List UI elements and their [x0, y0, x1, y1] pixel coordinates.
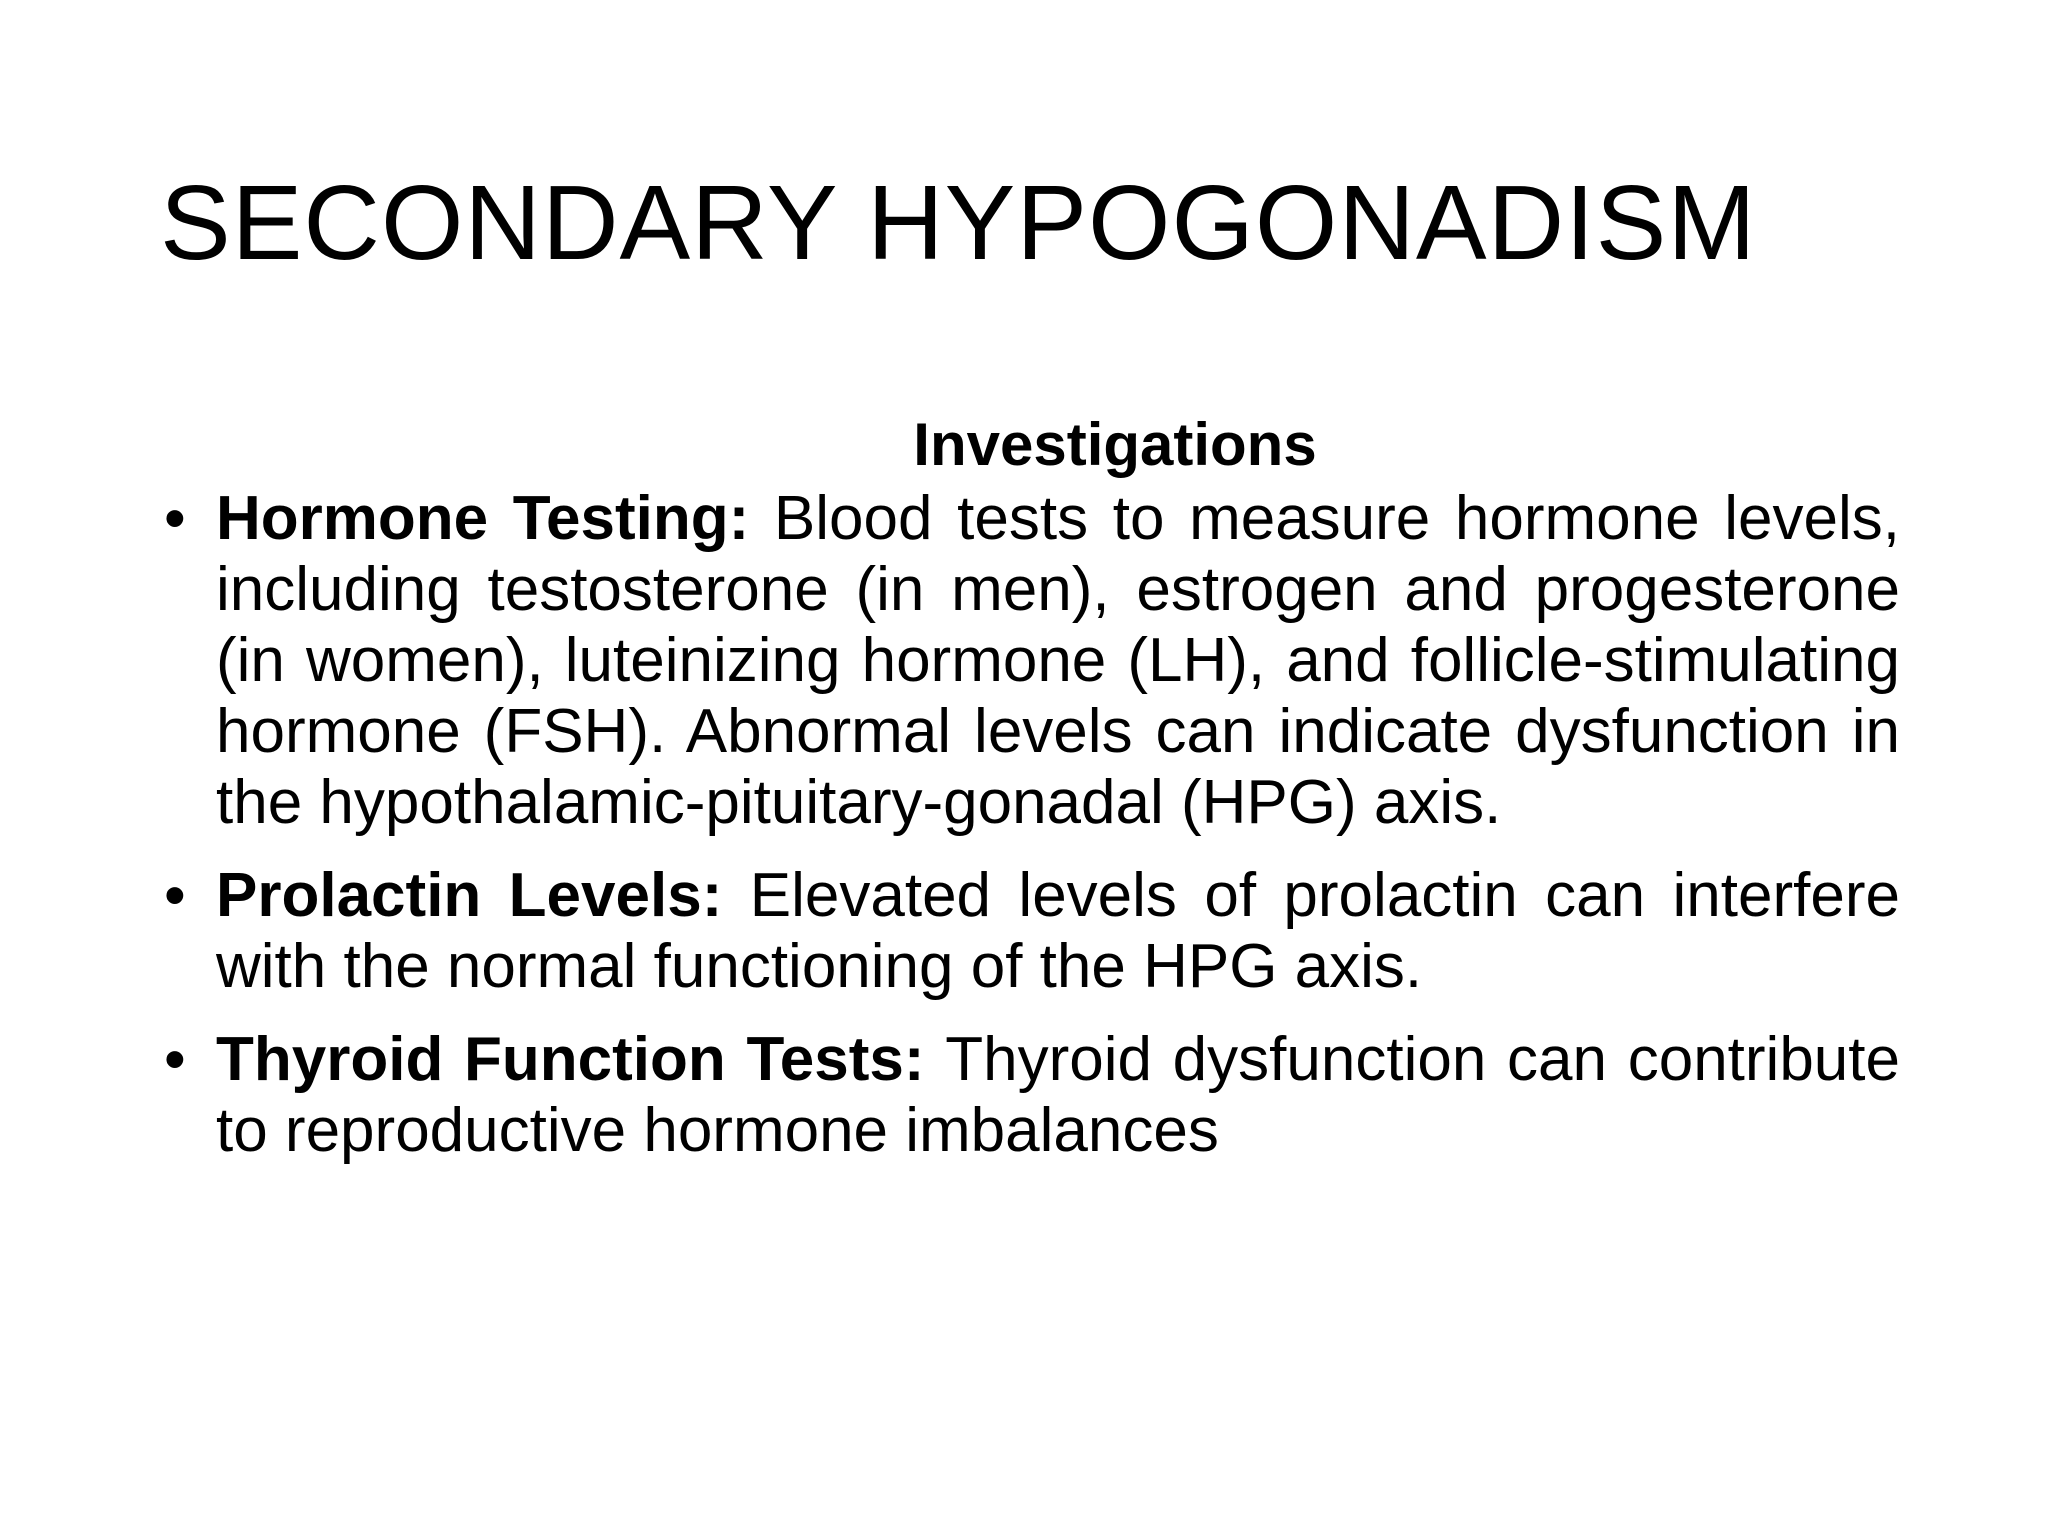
- bullet-icon: •: [164, 861, 186, 930]
- bullet-icon: •: [164, 1025, 186, 1094]
- bullet-label: Thyroid Function Tests:: [216, 1025, 946, 1094]
- slide-title: SECONDARY HYPOGONADISM: [160, 164, 1757, 282]
- section-subheading: Investigations: [913, 411, 1317, 478]
- slide-content: [160, 410, 1900, 1188]
- bullet-icon: •: [164, 484, 186, 553]
- bullet-label: Hormone Testing:: [216, 484, 774, 553]
- bullet-text: Blood tests to measure hormone levels, including testosterone (in men), estrogen and progesterone (in women), luteinizing hormone (LH), and follicle-stimulating hormone (FSH). Abnormal levels can indicate dysfunction in the hypothalamic-pituitary-gonadal (HPG) axis.: [216, 484, 1901, 837]
- bullet-label: Prolactin Levels:: [216, 861, 750, 930]
- bullet-item-thyroid-function-tests: [160, 1024, 1900, 1166]
- bullet-text: Thyroid dysfunction can contribute to reproductive hormone imbalances: [216, 1025, 1900, 1165]
- bullet-text: Elevated levels of prolactin can interfere with the normal functioning of the HPG axis.: [216, 861, 1900, 1001]
- bullet-list: [160, 483, 1900, 1166]
- bullet-item-hormone-testing: [160, 483, 1900, 838]
- bullet-item-prolactin-levels: [160, 860, 1900, 1002]
